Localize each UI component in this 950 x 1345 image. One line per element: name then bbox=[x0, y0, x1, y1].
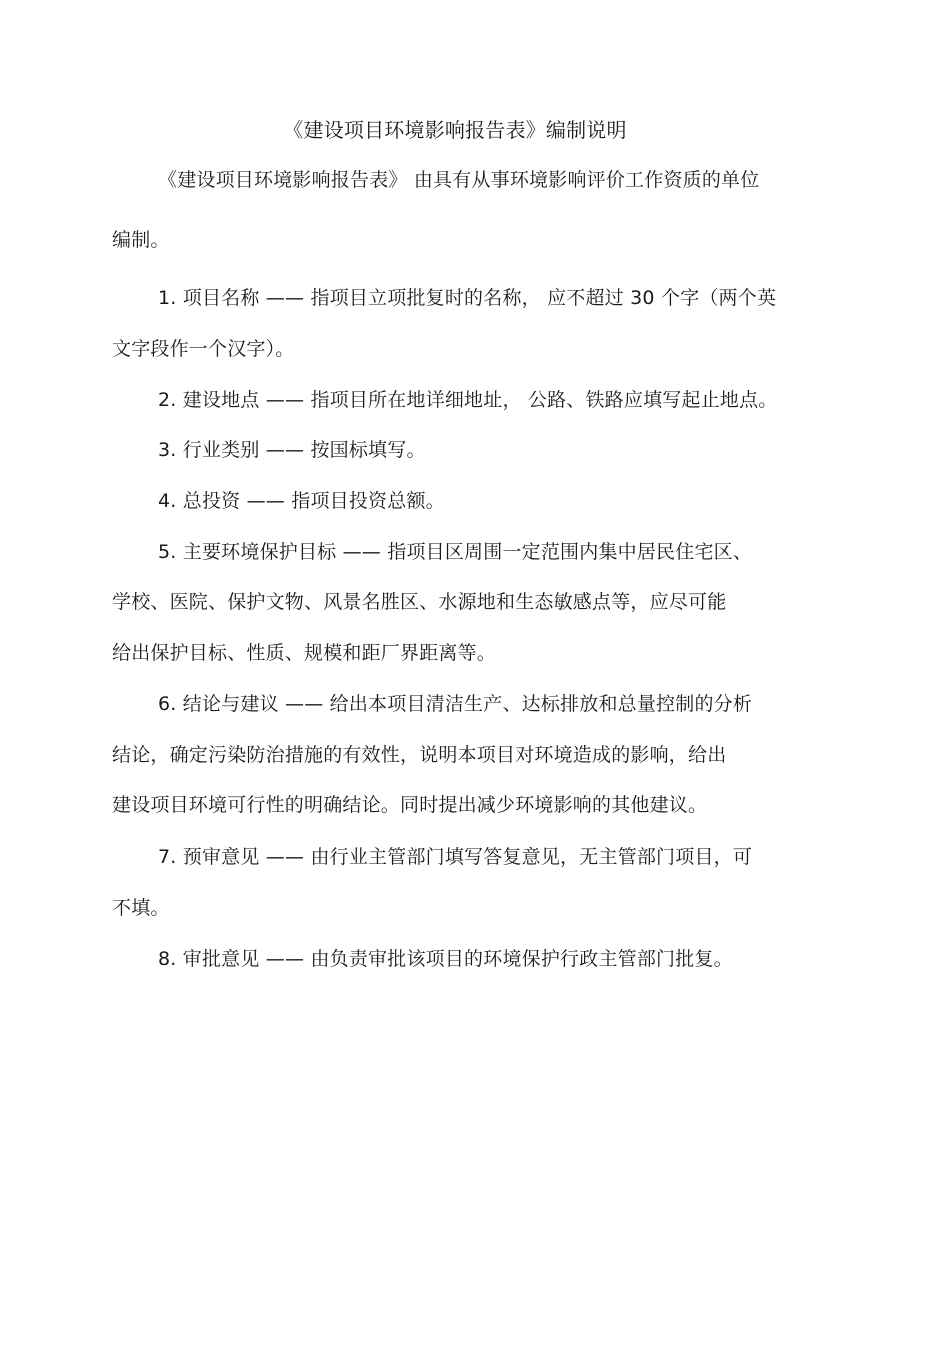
item-6-line-3: 建设项目环境可行性的明确结论。同时提出减少环境影响的其他建议。 bbox=[112, 794, 708, 816]
item-5-line-3: 给出保护目标、性质、规模和距厂界距离等。 bbox=[112, 642, 497, 664]
item-5-line-1: 5. 主要环境保护目标 —— 指项目区周围一定范围内集中居民住宅区、 bbox=[158, 541, 753, 563]
item-3-line-1: 3. 行业类别 —— 按国标填写。 bbox=[158, 439, 426, 461]
intro-line-2: 编制。 bbox=[112, 229, 170, 251]
item-1-line-2: 文字段作一个汉字）。 bbox=[112, 338, 295, 360]
item-7-line-2: 不填。 bbox=[112, 897, 170, 919]
item-7-line-1: 7. 预审意见 —— 由行业主管部门填写答复意见，无主管部门项目，可 bbox=[158, 846, 753, 868]
item-5-line-2: 学校、医院、保护文物、风景名胜区、水源地和生态敏感点等，应尽可能 bbox=[112, 591, 727, 613]
item-8-line-1: 8. 审批意见 —— 由负责审批该项目的环境保护行政主管部门批复。 bbox=[158, 948, 733, 970]
item-6-line-1: 6. 结论与建议 —— 给出本项目清洁生产、达标排放和总量控制的分析 bbox=[158, 693, 753, 715]
item-1-line-1: 1. 项目名称 —— 指项目立项批复时的名称， 应不超过 30 个字（两个英 bbox=[158, 287, 777, 309]
item-2-line-1: 2. 建设地点 —— 指项目所在地详细地址， 公路、铁路应填写起止地点。 bbox=[158, 389, 778, 411]
document-title: 《建设项目环境影响报告表》编制说明 bbox=[283, 118, 627, 142]
item-4-line-1: 4. 总投资 —— 指项目投资总额。 bbox=[158, 490, 445, 512]
intro-line-1: 《建设项目环境影响报告表》 由具有从事环境影响评价工作资质的单位 bbox=[158, 169, 760, 191]
item-6-line-2: 结论，确定污染防治措施的有效性，说明本项目对环境造成的影响，给出 bbox=[112, 744, 727, 766]
